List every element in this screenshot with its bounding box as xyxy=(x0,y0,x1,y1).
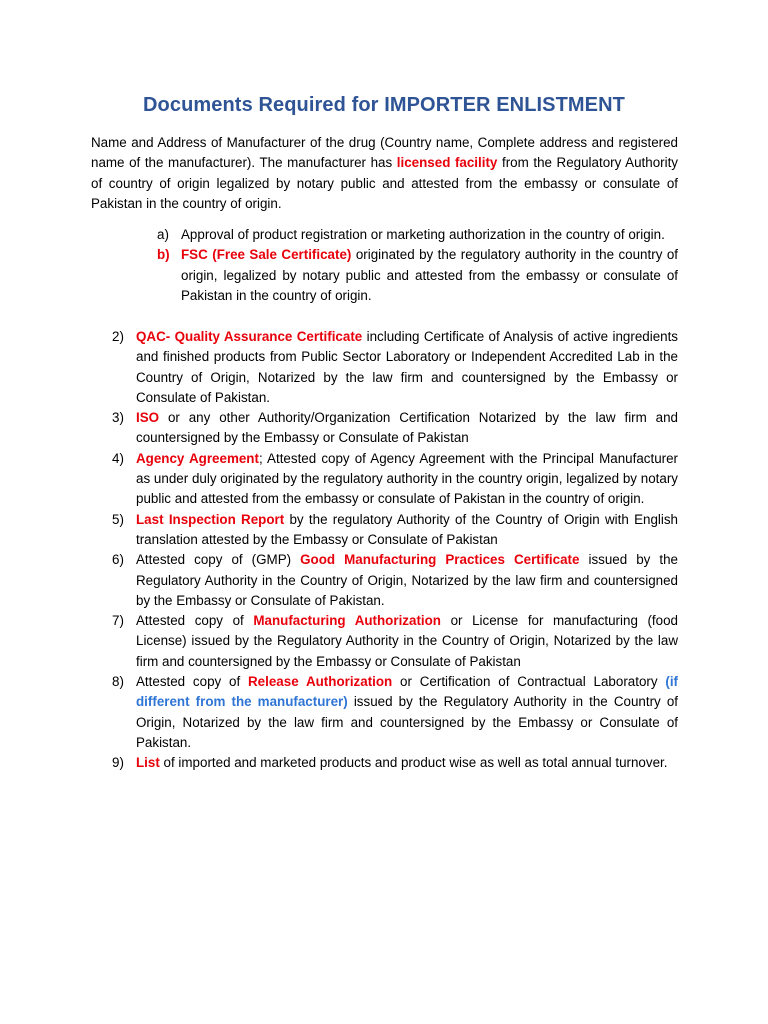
list-marker: 7) xyxy=(112,613,124,629)
list-marker: 2) xyxy=(112,329,124,344)
list-item-4 xyxy=(91,449,678,510)
list-marker: b) xyxy=(157,247,170,263)
numbered-list xyxy=(91,327,678,774)
list-item-pre: Attested copy of xyxy=(136,613,254,629)
list-marker: 8) xyxy=(112,674,124,690)
intro-highlight: licensed facility xyxy=(396,155,498,171)
list-item-b xyxy=(136,245,678,306)
list-item-text: ; Attested copy of Agency Agreement with the Principal Manufacturer as under duly originated by the regulatory authority in the country origin, legalized by notary public and attested from the embassy or consulate of Pakistan in the country of origin. xyxy=(136,450,679,507)
list-item-highlight: Last Inspection Report xyxy=(136,511,285,527)
list-marker: 6) xyxy=(112,552,124,568)
list-item-text: or any other Authority/Organization Certification Notarized by the law firm and countersigned by the Embassy or Consulate of Pakistan xyxy=(136,410,678,446)
list-marker: 9) xyxy=(112,755,124,771)
list-item-text: including Certificate of Analysis of active ingredients and finished products from Public Sector Laboratory or Independent Accredited Lab in the Country of Origin, Notarized by the law firm and countersigned by the Embassy or Consulate of Pakistan. xyxy=(136,329,679,405)
list-item-8 xyxy=(91,672,678,753)
list-item-7 xyxy=(91,611,678,672)
list-item-note: (if different from the manufacturer) xyxy=(136,674,678,710)
intro-paragraph xyxy=(91,133,678,214)
list-marker: 3) xyxy=(112,410,124,426)
list-item-highlight: QAC- Quality Assurance Certificate xyxy=(136,329,363,344)
list-item-highlight: ISO xyxy=(136,410,160,426)
list-item-text: Approval of product registration or marketing authorization in the country of origin. xyxy=(181,227,665,242)
list-item-3 xyxy=(91,408,678,449)
list-marker: a) xyxy=(157,227,169,242)
list-item-5 xyxy=(91,510,678,551)
list-marker: 5) xyxy=(112,511,124,527)
list-item-2 xyxy=(91,327,678,408)
list-item-text: issued by the Regulatory Authority in the Country of Origin, Notarized by the law firm and countersigned by the Embassy or Consulate of Pakistan. xyxy=(136,552,678,608)
list-item-pre: Attested copy of (GMP) xyxy=(136,552,301,568)
list-item-text: by the regulatory Authority of the Country of Origin with English translation attested by the Embassy or Consulate of Pakistan xyxy=(136,511,678,547)
page-title: Documents Required for IMPORTER ENLISTMENT xyxy=(142,94,625,116)
lettered-list xyxy=(136,225,678,306)
list-item-tail: issued by the Regulatory Authority in the Country of Origin, Notarized by the law firm and countersigned by the Embassy or Consulate of Pakistan. xyxy=(136,694,678,750)
list-item-6 xyxy=(91,550,678,611)
list-item-highlight: Agency Agreement xyxy=(136,450,259,466)
intro-text-after: from the Regulatory Authority of country of origin legalized by notary public and attested from the embassy or consulate of Pakistan in the country of origin. xyxy=(91,155,678,211)
list-item-text: originated by the regulatory authority in the country of origin, legalized by notary public and attested from the embassy or consulate of Pakistan in the country of origin. xyxy=(181,247,678,303)
list-item-9 xyxy=(91,753,678,773)
list-item-a xyxy=(136,225,678,245)
list-item-highlight: Good Manufacturing Practices Certificate xyxy=(300,552,580,568)
list-item-highlight: List xyxy=(136,755,160,771)
list-item-highlight: Manufacturing Authorization xyxy=(253,613,441,629)
list-marker: 4) xyxy=(112,450,124,466)
list-item-text: of imported and marketed products and product wise as well as total annual turnover. xyxy=(159,755,668,771)
list-item-highlight: FSC (Free Sale Certificate) xyxy=(181,247,352,263)
list-item-pre: Attested copy of xyxy=(136,674,249,690)
list-item-text: or Certification of Contractual Laboratory xyxy=(392,674,666,690)
list-item-text: or License for manufacturing (food License) issued by the Regulatory Authority in the Country of Origin, Notarized by the law firm and countersigned by the Embassy or Consulate of Pakistan xyxy=(136,613,678,669)
intro-text-before: Name and Address of Manufacturer of the drug (Country name, Complete address and registered name of the manufacturer). The manufacturer has xyxy=(91,135,678,171)
list-item-highlight: Release Authorization xyxy=(248,674,393,690)
